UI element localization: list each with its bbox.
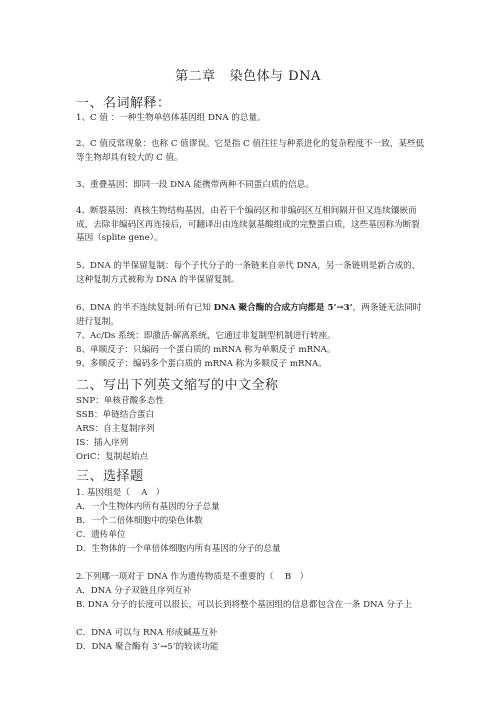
q1-option-c: C．遗传单位 (76, 530, 126, 540)
page-title (0, 65, 496, 84)
definition-polycistronic: 9、多顺反子：编码多个蛋白质的 mRNA 称为多顺反子 mRNA。 (76, 359, 327, 369)
definition-overlapping-gene: 3、重叠基因：即同一段 DNA 能携带两种不同蛋白质的信息。 (76, 180, 314, 190)
definition-semiconservative: 5、DNA 的半保留复制：每个子代分子的一条链来自亲代 DNA，另一条链则是新合成的，这种复制方式被称为 DNA 的半保留复制。 (76, 261, 421, 285)
q2-option-b: B. DNA 分子的长度可以很长，可以长到将整个基因组的信息都包含在一条 DNA 分子上 (76, 600, 413, 610)
abbr-ssb: SSB：单链结合蛋白 (76, 410, 155, 420)
definition-semidiscontinuous: 6、DNA 的半不连续复制:所有已知 DNA 聚合酶的合成方向都是 5’→3’，两条链无法同时进行复制。 (76, 303, 422, 327)
abbr-snp: SNP：单核苷酸多态性 (76, 396, 164, 406)
q2-stem: 2.下列哪一项对于 DNA 作为遗传物质是不重要的（ B ） (76, 572, 309, 582)
definition-split-gene: 4、断裂基因：真核生物结构基因，由若干个编码区和非编码区互相间隔开但又连续镶嵌而成，去除非编码区再连接后，可翻译出由连续氨基酸组成的完整蛋白质，这些基因称为断裂基因（splite gene）。 (76, 206, 420, 243)
abbr-is: IS：插入序列 (76, 438, 129, 448)
section-heading-abbreviations: 二、写出下列英文缩写的中文全称 (76, 378, 279, 393)
definition-c-value: 1、C 值 ：一种生物单倍体基因组 DNA 的总量。 (76, 113, 266, 123)
definition-ac-ds: 7、Ac/Ds 系统：即激活-解离系统，它通过非复制型机制进行转座。 (76, 331, 336, 341)
section-heading-definitions: 一、名词解释： (76, 96, 171, 111)
q2-option-a: A．DNA 分子双链且序列互补 (76, 586, 192, 596)
chapter-number: 第二章 (175, 69, 216, 84)
q2-option-d: D．DNA 聚合酶有 3’→5’的较读功能 (76, 642, 219, 652)
definition-monocistronic: 8、单顺反子：只编码一个蛋白质的 mRNA 称为单顺反子 mRNA。 (76, 345, 336, 355)
chapter-title: 染色体与 DNA (229, 69, 321, 84)
q1-option-a: A．一个生物体内所有基因的分子总量 (76, 502, 220, 512)
q2-option-c: C．DNA 可以与 RNA 形成碱基互补 (76, 628, 218, 638)
definition-c-value-paradox: 2、C 值反常现象：也称 C 值谬误。它是指 C 值往往与种系进化的复杂程度不一致，某些低等生物却具有较大的 C 值。 (76, 139, 425, 163)
abbr-oric: OriC：复制起始点 (76, 452, 149, 462)
q1-option-b: B．一个二倍体细胞中的染色体数 (76, 516, 203, 526)
q1-option-d: D．生物体的一个单倍体细胞内所有基因的分子的总量 (76, 544, 281, 554)
q1-stem: 1. 基因组是（ A ） (76, 488, 165, 498)
section-heading-choice: 三、选择题 (76, 469, 144, 484)
abbr-ars: ARS：自主复制序列 (76, 424, 155, 434)
